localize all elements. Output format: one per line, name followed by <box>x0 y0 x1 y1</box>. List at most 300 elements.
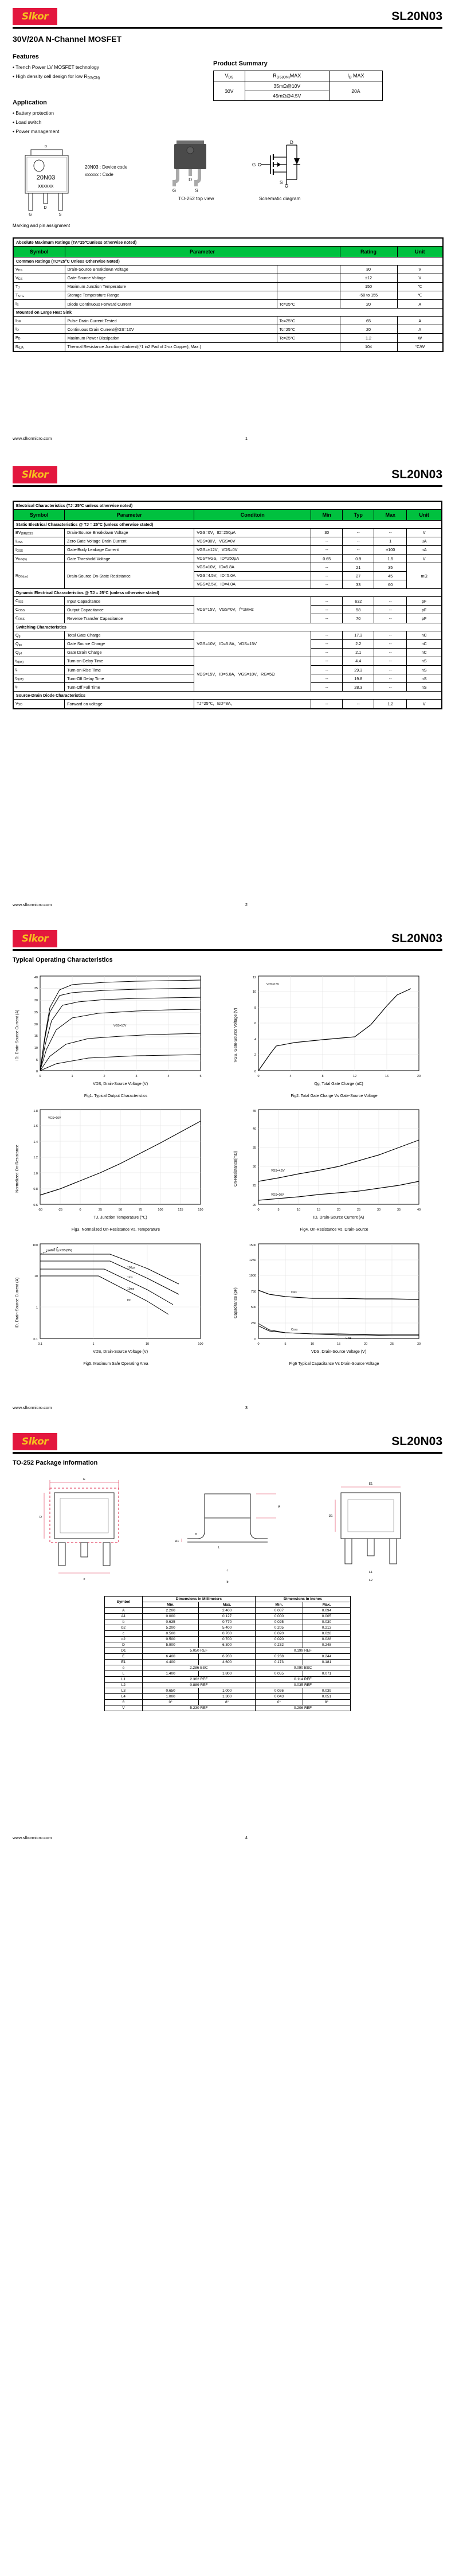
fig2-annotation: VDS=15V <box>266 982 280 986</box>
dim-mm-max: 6.300 <box>199 1642 256 1648</box>
table-row <box>13 274 443 282</box>
product-summary-table <box>213 71 383 101</box>
fig2-caption: Fig2. Total Gate Charge Vs Gate-Source Voltage <box>291 1094 378 1098</box>
row-symbol: $t_{d(off)}$ <box>13 674 65 683</box>
page-header <box>13 1425 442 1450</box>
fig5-series-10ms: 10ms <box>127 1287 135 1291</box>
row-unit: A <box>397 317 443 325</box>
svg-text:e: e <box>83 1578 85 1582</box>
svg-text:45: 45 <box>252 1110 256 1114</box>
col-idmax: $I_D$ MAX <box>329 71 382 81</box>
row-unit: pF <box>407 614 442 623</box>
row-unit: V <box>397 265 443 274</box>
row-parameter: Gate Source Charge <box>65 639 194 648</box>
row-max: 60 <box>374 580 407 589</box>
row-max: -- <box>374 666 407 674</box>
row-symbol: $C_{ISS}$ <box>13 597 65 606</box>
footer-url: www.slkormicro.com <box>13 1835 52 1841</box>
page-footer <box>13 432 442 441</box>
row-condition <box>277 282 340 291</box>
row-symbol: $Q_{gd}$ <box>13 648 65 657</box>
svg-text:A: A <box>278 1505 280 1509</box>
row-condition <box>277 265 340 274</box>
svg-text:0.1: 0.1 <box>33 1337 38 1341</box>
characteristic-charts <box>13 969 442 1368</box>
row-symbol: $R_{\theta JA}$ <box>13 342 65 352</box>
idmax-value: 20A <box>329 81 382 101</box>
svg-text:40: 40 <box>34 975 38 979</box>
row-parameter: Zero Gate Voltage Drain Current <box>65 537 194 545</box>
row-min: 30 <box>311 528 343 537</box>
typical-characteristics-heading: Typical Operating Characteristics <box>13 956 113 963</box>
schematic-diagram <box>245 140 314 201</box>
row-symbol: $R_{DS(on)}$ <box>13 563 65 589</box>
dim-inch: 0.206 REF <box>255 1705 350 1711</box>
row-rating: 1.2 <box>340 334 397 342</box>
row-max: -- <box>374 597 407 606</box>
row-typ: 0.9 <box>343 555 374 563</box>
slkor-logo <box>13 8 57 25</box>
svg-text:0: 0 <box>257 1342 260 1346</box>
dim-mm-min: 6.400 <box>142 1654 199 1660</box>
dim-inch-min: 0.205 <box>255 1625 303 1631</box>
svg-text:0: 0 <box>79 1208 81 1212</box>
dim-inch-min: 0.238 <box>255 1654 303 1660</box>
fig6-series-ciss: Ciss <box>291 1290 297 1294</box>
col-mm: Dimensions In Millimeters <box>142 1597 255 1602</box>
legend-code: xxxxxx : Code <box>85 172 113 178</box>
table-row <box>13 537 442 545</box>
switching-title: Switching Characteristics <box>13 623 442 631</box>
static-ec-title: Static Electrical Characteristics @ TJ = 25°C (unless otherwise stated) <box>13 520 442 528</box>
table-group-row <box>13 309 443 317</box>
dim-inch-max: 0.248 <box>303 1642 350 1648</box>
svg-text:25: 25 <box>98 1208 103 1212</box>
row-min: -- <box>311 683 343 692</box>
row-parameter: Pulse Drain Current Tested <box>65 317 277 325</box>
fig4-xlabel: ID, Drain-Source Current (A) <box>313 1216 364 1220</box>
col-condition: Conditoin <box>194 509 311 520</box>
row-parameter: Maximum Junction Temperature <box>65 282 277 291</box>
fig5-annotation: Limited by RDS(ON) <box>46 1248 72 1252</box>
dim-symbol: L3 <box>105 1688 143 1694</box>
row-parameter: Drain-Source On-State Resistance <box>65 563 194 589</box>
fig4-series-vgs45: VGS=4.5V <box>271 1169 285 1173</box>
dim-inch: 0.114 REF <box>255 1677 350 1683</box>
schematic-s: S <box>280 179 283 185</box>
col-vds: $V_{DS}$ <box>214 71 245 81</box>
dim-symbol: A <box>105 1608 143 1614</box>
ec-title: Electrical Characteristics (TJ=25℃ unless otherwise noted) <box>13 501 442 510</box>
source-drain-title: Source-Drain Diode Characteristics <box>13 692 442 700</box>
svg-text:10: 10 <box>34 1274 38 1278</box>
row-parameter: Reverse Transfer Capacitance <box>65 614 194 623</box>
row-max: 35 <box>374 563 407 572</box>
table-row <box>105 1631 351 1637</box>
row-typ: 33 <box>343 580 374 589</box>
row-min: 0.65 <box>311 555 343 563</box>
dim-mm-max: 4.600 <box>199 1660 256 1665</box>
svg-text:35: 35 <box>252 1146 256 1150</box>
fig3-ylabel: Normalized On-Resistance <box>15 1145 19 1193</box>
row-symbol: $I_{DM}$ <box>13 317 65 325</box>
svg-text:0.8: 0.8 <box>33 1188 38 1192</box>
dim-inch-min: 0.000 <box>255 1614 303 1619</box>
dim-inch-max: 0.213 <box>303 1625 350 1631</box>
dim-inch-max: 0.039 <box>303 1688 350 1694</box>
table-row <box>105 1660 351 1665</box>
fig6-xlabel: VDS, Drain-Source Voltage (V) <box>311 1349 367 1354</box>
svg-text:D: D <box>40 1516 42 1520</box>
logo-text: Slkor <box>21 11 49 22</box>
header-rule <box>13 1452 442 1454</box>
row-condition: Tc=25°C <box>277 317 340 325</box>
page-footer <box>13 899 442 907</box>
col-inch: Dimensions In Inches <box>255 1597 350 1602</box>
dimensions-table <box>104 1596 351 1711</box>
table-row <box>13 334 443 342</box>
dim-mm: 5.050 REF <box>142 1648 255 1654</box>
svg-text:15: 15 <box>316 1208 321 1212</box>
svg-text:8: 8 <box>321 1074 324 1078</box>
svg-text:4: 4 <box>254 1037 256 1041</box>
svg-text:20: 20 <box>34 1022 38 1027</box>
row-condition: VGS=2.5V，ID=4.0A <box>194 580 311 589</box>
page-title: 30V/20A N-Channel MOSFET <box>13 34 122 44</box>
dimensions-body <box>105 1608 351 1711</box>
col-inch-max: Max. <box>303 1602 350 1608</box>
row-max: 1.5 <box>374 555 407 563</box>
row-condition: VDS=30V，VGS=0V <box>194 537 311 545</box>
row-typ: 2.1 <box>343 648 374 657</box>
row-condition: VGS=0V，ID=250µA <box>194 528 311 537</box>
col-unit: Unit <box>397 246 443 257</box>
svg-text:θ: θ <box>195 1533 197 1537</box>
row-parameter: Diode Continuous Forward Current <box>65 300 277 309</box>
svg-text:30: 30 <box>417 1342 421 1346</box>
row-rating: 30 <box>340 265 397 274</box>
svg-text:0: 0 <box>254 1070 256 1074</box>
table-row <box>13 631 442 639</box>
dim-mm-min: 5.200 <box>142 1625 199 1631</box>
row-symbol: $I_{DSS}$ <box>13 537 65 545</box>
row-max: -- <box>374 639 407 648</box>
row-min: -- <box>311 537 343 545</box>
row-typ: 17.3 <box>343 631 374 639</box>
dim-symbol: e <box>105 1665 143 1671</box>
row-min: -- <box>311 631 343 639</box>
dim-inch-max: 0.051 <box>303 1694 350 1700</box>
svg-text:L1: L1 <box>368 1571 373 1575</box>
row-typ: -- <box>343 700 374 709</box>
col-symbol: Symbol <box>13 246 65 257</box>
fig5-caption: Fig5. Maximum Safe Operating Area <box>83 1361 148 1366</box>
row-max: -- <box>374 528 407 537</box>
svg-text:30: 30 <box>34 998 38 1002</box>
row-unit: A <box>397 300 443 309</box>
rdson-10v: 35mΩ@10V <box>245 81 329 91</box>
dim-mm-max: 0.700 <box>199 1637 256 1642</box>
dim-inch-min: 0.055 <box>255 1671 303 1677</box>
dim-mm-max: 0.770 <box>199 1619 256 1625</box>
col-inch-min: Min. <box>255 1602 303 1608</box>
dim-inch-min: 0.025 <box>255 1619 303 1625</box>
svg-text:5: 5 <box>199 1074 202 1078</box>
row-symbol: $C_{RSS}$ <box>13 614 65 623</box>
fig2-ylabel: VGS, Gate-Source Voltage (V) <box>234 1008 238 1062</box>
svg-text:1: 1 <box>36 1306 38 1310</box>
svg-text:0: 0 <box>39 1074 41 1078</box>
row-rating: 150 <box>340 282 397 291</box>
svg-text:10: 10 <box>310 1342 315 1346</box>
dim-inch-min: 0.232 <box>255 1642 303 1648</box>
row-typ: -- <box>343 545 374 554</box>
dim-inch-min: 0.020 <box>255 1631 303 1637</box>
svg-text:1.6: 1.6 <box>33 1125 38 1129</box>
dim-inch-max: 0.071 <box>303 1671 350 1677</box>
footer-url: www.slkormicro.com <box>13 901 52 907</box>
svg-text:10: 10 <box>34 1046 38 1050</box>
svg-text:20: 20 <box>417 1074 421 1078</box>
row-parameter: Continuous Drain Current@GS=10V <box>65 325 277 334</box>
svg-text:2: 2 <box>103 1074 105 1078</box>
pin-label-d: D <box>189 177 193 182</box>
svg-text:1000: 1000 <box>249 1274 256 1278</box>
row-unit: nS <box>407 657 442 665</box>
fig3-xlabel: TJ, Junction Temperature (℃) <box>93 1216 147 1220</box>
svg-text:16: 16 <box>385 1074 389 1078</box>
table-row <box>105 1705 351 1711</box>
svg-text:4: 4 <box>289 1074 292 1078</box>
dim-mm-max: 0.127 <box>199 1614 256 1619</box>
features-heading: Features <box>13 53 39 60</box>
row-unit: mΩ <box>407 563 442 589</box>
svg-text:-25: -25 <box>58 1208 62 1212</box>
electrical-characteristics-table <box>13 501 442 709</box>
marking-device-code: 20N03 <box>36 174 56 181</box>
row-max: -- <box>374 648 407 657</box>
svg-text:3: 3 <box>135 1074 138 1078</box>
svg-text:750: 750 <box>250 1290 256 1294</box>
row-unit: nC <box>407 639 442 648</box>
row-symbol: $Q_g$ <box>13 631 65 639</box>
group-common-ratings: Common Ratings (TC=25°C Unless Otherwise Noted) <box>13 257 443 265</box>
row-min: -- <box>311 657 343 665</box>
row-condition: Tc=25°C <box>277 300 340 309</box>
pin-label-g: G <box>172 188 176 193</box>
slkor-logo <box>13 930 57 947</box>
svg-text:1.4: 1.4 <box>33 1141 38 1145</box>
row-typ: 70 <box>343 614 374 623</box>
dim-mm-min: 0° <box>142 1700 199 1705</box>
row-condition: VGS=10V，ID=5.8A <box>194 563 311 572</box>
page-2 <box>0 458 455 907</box>
table-row <box>13 317 443 325</box>
vds-value: 30V <box>214 81 245 101</box>
svg-text:30: 30 <box>376 1208 381 1212</box>
table-row <box>105 1688 351 1694</box>
svg-text:40: 40 <box>417 1208 421 1212</box>
svg-text:500: 500 <box>250 1305 256 1309</box>
fig1-caption: Fig1. Typical Output Characteristics <box>84 1094 148 1098</box>
dim-inch-min: 0° <box>255 1700 303 1705</box>
svg-text:6: 6 <box>254 1021 256 1025</box>
row-max: -- <box>374 674 407 683</box>
dim-mm-max: 2.400 <box>199 1608 256 1614</box>
dim-symbol: c <box>105 1631 143 1637</box>
chart-fig5 <box>13 1237 219 1368</box>
svg-text:40: 40 <box>252 1127 256 1131</box>
table-row <box>13 555 442 563</box>
dynamic-ec-title: Dynamic Electrical Characteristics @ TJ = 25°C (unless otherwise stated) <box>13 589 442 597</box>
svg-text:20: 20 <box>252 1204 256 1208</box>
package-info-heading: TO-252 Package Information <box>13 1459 98 1467</box>
page-header <box>13 0 442 25</box>
dim-symbol: D <box>105 1642 143 1648</box>
pin-label-g: G <box>29 212 32 216</box>
application-heading: Application <box>13 99 47 107</box>
dim-symbol: L1 <box>105 1677 143 1683</box>
row-condition <box>277 291 340 299</box>
dim-inch-min: 0.020 <box>255 1637 303 1642</box>
marking-drawing <box>13 140 81 216</box>
svg-text:0: 0 <box>254 1337 256 1341</box>
col-mm-max: Max. <box>199 1602 256 1608</box>
row-unit: W <box>397 334 443 342</box>
fig6-caption: Fig6 Typical Capacitance Vs Drain-Source Voltage <box>289 1361 379 1366</box>
svg-text:1.8: 1.8 <box>33 1110 38 1114</box>
table-row <box>13 700 442 709</box>
table-header-row <box>13 246 443 257</box>
svg-text:25: 25 <box>390 1342 394 1346</box>
table-row <box>13 265 443 274</box>
dim-inch: 0.090 BSC <box>255 1665 350 1671</box>
table-group-row <box>13 589 442 597</box>
dim-inch: 0.199 REF <box>255 1648 350 1654</box>
footer-url: www.slkormicro.com <box>13 435 52 441</box>
row-min: -- <box>311 606 343 614</box>
table-row <box>13 325 443 334</box>
row-parameter: Drain-Source Breakdown Voltage <box>65 265 277 274</box>
svg-text:5: 5 <box>277 1208 280 1212</box>
svg-text:4: 4 <box>167 1074 170 1078</box>
row-unit: V <box>397 274 443 282</box>
table-header-row <box>13 509 442 520</box>
svg-text:1250: 1250 <box>249 1258 256 1262</box>
svg-text:1: 1 <box>92 1342 95 1346</box>
row-min: -- <box>311 580 343 589</box>
svg-text:A1: A1 <box>175 1540 179 1544</box>
row-rating: 20 <box>340 300 397 309</box>
dim-mm-min: 0.500 <box>142 1637 199 1642</box>
schematic-caption: Schematic diagram <box>258 195 301 201</box>
svg-text:c: c <box>226 1569 229 1573</box>
dim-inch-min: 0.087 <box>255 1608 303 1614</box>
dim-symbol: E1 <box>105 1660 143 1665</box>
row-unit: V <box>407 555 442 563</box>
svg-text:250: 250 <box>250 1321 256 1325</box>
svg-text:20: 20 <box>336 1208 341 1212</box>
row-unit: pF <box>407 597 442 606</box>
dim-mm-min: 0.500 <box>142 1631 199 1637</box>
dim-symbol: A1 <box>105 1614 143 1619</box>
header-rule <box>13 27 442 29</box>
chart-fig2 <box>231 969 437 1100</box>
row-typ: 2.2 <box>343 639 374 648</box>
row-min: -- <box>311 545 343 554</box>
page-3 <box>0 922 455 1411</box>
svg-text:L2: L2 <box>368 1579 373 1583</box>
row-rating: -50 to 155 <box>340 291 397 299</box>
row-max: -- <box>374 614 407 623</box>
table-row <box>13 300 443 309</box>
col-symbol: Symbol <box>13 509 65 520</box>
schematic-d: D <box>290 140 294 145</box>
fig5-series-100us: 100µs <box>127 1266 135 1270</box>
dim-mm-max: 1.000 <box>199 1688 256 1694</box>
row-rating: 104 <box>340 342 397 352</box>
package-side-view <box>170 1471 285 1591</box>
header-rule <box>13 949 442 951</box>
dim-symbol: b2 <box>105 1625 143 1631</box>
row-rating: ±12 <box>340 274 397 282</box>
footer-page-number: 1 <box>245 435 248 441</box>
fig6-ylabel: Capacitance (pF) <box>234 1287 238 1318</box>
table-row <box>105 1700 351 1705</box>
row-unit: nC <box>407 648 442 657</box>
fig4-ylabel: On-Resistance(mΩ) <box>234 1151 238 1187</box>
fig1-annotation: VGS=10V <box>113 1024 127 1028</box>
dim-mm: 2.362 REF <box>142 1677 255 1683</box>
row-min: -- <box>311 639 343 648</box>
svg-text:15: 15 <box>34 1034 38 1038</box>
dim-mm-max: 1.800 <box>199 1671 256 1677</box>
table-row <box>13 657 442 665</box>
application-item: • Battery protection <box>13 110 54 116</box>
footer-url: www.slkormicro.com <box>13 1405 52 1411</box>
dim-symbol: E <box>105 1654 143 1660</box>
fig3-annotation: VGS=10V <box>48 1117 61 1121</box>
pin-label-d-top: D <box>45 145 47 149</box>
chart-fig6 <box>231 1237 437 1368</box>
row-unit: nS <box>407 674 442 683</box>
package-bottom-view <box>313 1471 428 1586</box>
row-max: 45 <box>374 572 407 580</box>
svg-text:25: 25 <box>356 1208 361 1212</box>
application-item: • Load switch <box>13 119 42 126</box>
footer-page-number: 4 <box>245 1835 248 1841</box>
table-row <box>105 1608 351 1614</box>
table-title-row <box>13 501 442 510</box>
row-parameter: Gate-Source Voltage <box>65 274 277 282</box>
page-footer <box>13 1832 442 1840</box>
svg-text:12: 12 <box>352 1074 357 1078</box>
row-unit: V <box>407 700 442 709</box>
row-typ: 29.3 <box>343 666 374 674</box>
col-unit: Unit <box>407 509 442 520</box>
dim-inch: 0.035 REF <box>255 1683 350 1688</box>
row-condition: TJ=25℃，IsD=8A， <box>194 700 311 709</box>
row-condition: VDS=VGS，ID=250µA <box>194 555 311 563</box>
row-symbol: $T_J$ <box>13 282 65 291</box>
row-parameter: Gate-Body Leakage Current <box>65 545 194 554</box>
row-unit: °C/W <box>397 342 443 352</box>
logo-text: Slkor <box>21 1436 49 1448</box>
row-min: -- <box>311 666 343 674</box>
col-parameter: Parameter <box>65 509 194 520</box>
row-unit: uA <box>407 537 442 545</box>
row-unit: nC <box>407 631 442 639</box>
